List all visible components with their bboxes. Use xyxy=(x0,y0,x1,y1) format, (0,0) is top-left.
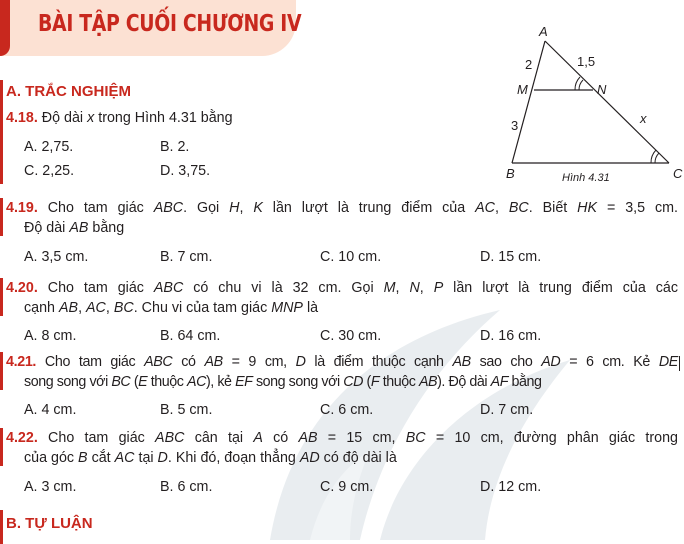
question-number: 4.21. xyxy=(6,354,37,370)
banner-accent xyxy=(0,0,10,56)
question-4-22-line-2: của góc B cắt AC tại D. Khi đó, đoạn thẳng AD có độ dài là xyxy=(24,450,397,466)
label-b: B xyxy=(506,166,515,181)
label-am: 2 xyxy=(525,57,533,72)
q418-option-b: B. 2. xyxy=(160,139,190,155)
q420-option-d: D. 16 cm. xyxy=(480,328,542,344)
question-number: 4.18. xyxy=(6,110,38,126)
chapter-title: BÀI TẬP CUỐI CHƯƠNG IV xyxy=(38,11,302,37)
question-4-19-line-1: 4.19. Cho tam giác ABC. Gọi H, K lần lượt là trung điểm của AC, BC. Biết HK = 3,5 cm. xyxy=(6,200,678,216)
section-bar-b xyxy=(0,510,3,544)
angle-mark-c-1 xyxy=(655,153,659,163)
q421-option-a: A. 4 cm. xyxy=(24,402,77,418)
question-4-21-line-2: song song với BC (E thuộc AC), kẻ EF song song với CD (F thuộc AB). Độ dài AF bằng xyxy=(24,374,542,390)
q418-option-c: C. 2,25. xyxy=(24,163,75,179)
question-4-21-line-1: 4.21. Cho tam giác ABC có AB = 9 cm, D là điểm thuộc cạnh AB sao cho AD = 6 cm. Kẻ DE xyxy=(6,354,678,370)
question-4-19-line-2: Độ dài AB bằng xyxy=(24,220,125,236)
section-b-title: B. TỰ LUẬN xyxy=(6,515,93,532)
label-mb: 3 xyxy=(511,118,519,133)
figure-4-31 xyxy=(476,22,684,190)
question-4-20-line-1: 4.20. Cho tam giác ABC có chu vi là 32 cm. Gọi M, N, P lần lượt là trung điểm của các xyxy=(6,280,678,296)
section-a-title: A. TRẮC NGHIỆM xyxy=(6,83,131,100)
label-n: N xyxy=(597,82,607,97)
section-bar-a xyxy=(0,80,3,184)
question-4-20-line-2: cạnh AB, AC, BC. Chu vi của tam giác MNP là xyxy=(24,300,319,316)
q420-option-a: A. 8 cm. xyxy=(24,328,77,344)
q421-option-b: B. 5 cm. xyxy=(160,402,213,418)
q418-option-a: A. 2,75. xyxy=(24,139,74,155)
question-number: 4.22. xyxy=(6,430,38,446)
q419-option-a: A. 3,5 cm. xyxy=(24,249,89,265)
question-4-18: 4.18. Độ dài x trong Hình 4.31 bằng xyxy=(6,110,233,126)
bar-q421 xyxy=(0,352,3,390)
q420-option-c: C. 30 cm. xyxy=(320,328,382,344)
label-an: 1,5 xyxy=(577,54,596,69)
label-m: M xyxy=(517,82,528,97)
q422-option-b: B. 6 cm. xyxy=(160,479,213,495)
figure-caption: Hình 4.31 xyxy=(562,172,610,184)
text-cursor xyxy=(679,356,680,371)
bar-q422 xyxy=(0,428,3,466)
bar-q419 xyxy=(0,198,3,236)
label-nc: x xyxy=(640,111,647,126)
question-4-22-line-1: 4.22. Cho tam giác ABC cân tại A có AB = 15 cm, BC = 10 cm, đường phân giác trong xyxy=(6,430,678,446)
q419-option-d: D. 15 cm. xyxy=(480,249,542,265)
q418-option-d: D. 3,75. xyxy=(160,163,211,179)
question-number: 4.19. xyxy=(6,200,38,216)
q419-option-b: B. 7 cm. xyxy=(160,249,213,265)
q421-option-d: D. 7 cm. xyxy=(480,402,534,418)
label-a: A xyxy=(539,24,548,39)
q422-option-a: A. 3 cm. xyxy=(24,479,77,495)
q422-option-c: C. 9 cm. xyxy=(320,479,374,495)
q420-option-b: B. 64 cm. xyxy=(160,328,221,344)
question-number: 4.20. xyxy=(6,280,38,296)
q421-option-c: C. 6 cm. xyxy=(320,402,374,418)
bar-q420 xyxy=(0,278,3,316)
label-c: C xyxy=(673,166,683,181)
q422-option-d: D. 12 cm. xyxy=(480,479,542,495)
angle-mark-n-1 xyxy=(579,80,583,90)
side-ac xyxy=(545,41,669,163)
q419-option-c: C. 10 cm. xyxy=(320,249,382,265)
